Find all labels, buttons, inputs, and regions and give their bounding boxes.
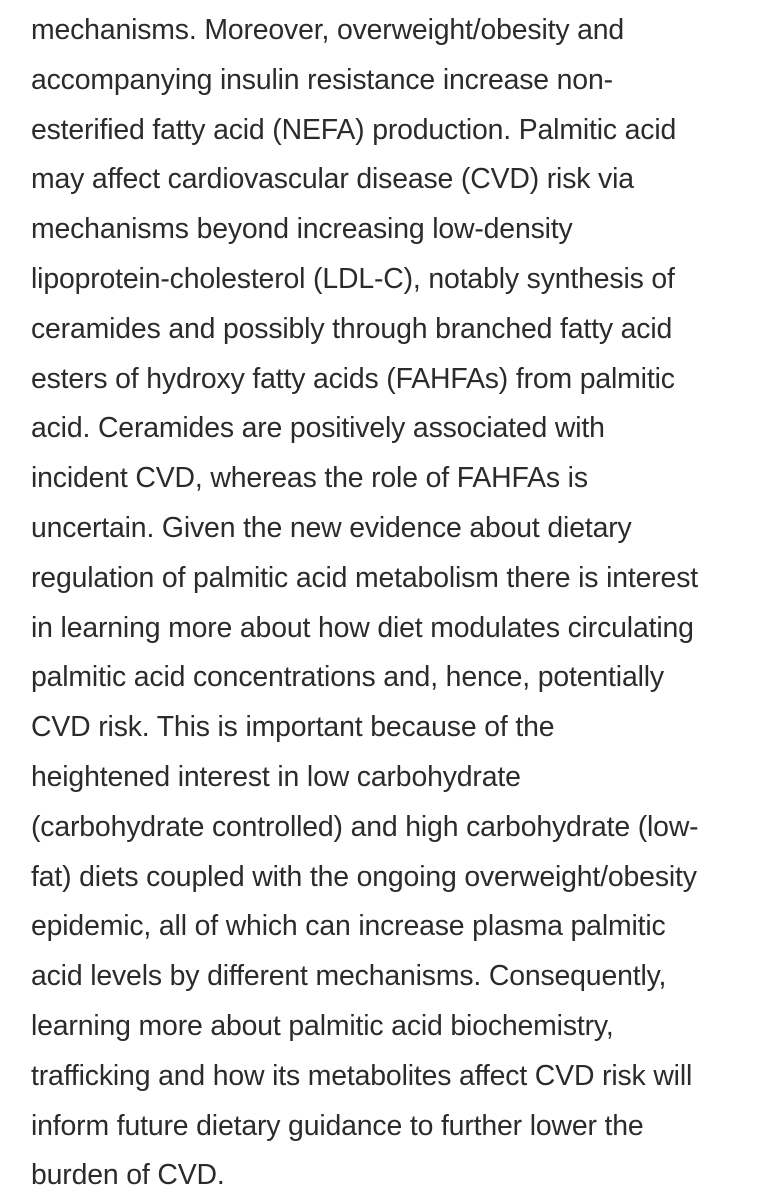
text-line: trafficking and how its metabolites affect CVD risk will <box>31 1059 693 1092</box>
text-line: acid. Ceramides are positively associated with <box>31 412 605 445</box>
text-line: esters of hydroxy fatty acids (FAHFAs) from palmitic <box>31 362 675 395</box>
text-line: (carbohydrate controlled) and high carbohydrate (low- <box>31 810 699 843</box>
text-line: heightened interest in low carbohydrate <box>31 760 521 793</box>
text-line: epidemic, all of which can increase plasma palmitic <box>31 910 666 943</box>
text-line: may affect cardiovascular disease (CVD) risk via <box>31 163 634 196</box>
text-line: CVD risk. This is important because of the <box>31 711 555 744</box>
text-line: acid levels by different mechanisms. Consequently, <box>31 960 667 993</box>
text-line: regulation of palmitic acid metabolism there is interest <box>31 561 698 594</box>
text-line: in learning more about how diet modulates circulating <box>31 611 694 644</box>
text-line: accompanying insulin resistance increase non- <box>31 63 613 96</box>
text-line: learning more about palmitic acid biochemistry, <box>31 1009 614 1042</box>
text-line: incident CVD, whereas the role of FAHFAs is <box>31 462 588 495</box>
text-line: uncertain. Given the new evidence about dietary <box>31 511 632 544</box>
text-line: mechanisms. Moreover, overweight/obesity and <box>31 14 625 46</box>
text-line: ceramides and possibly through branched fatty acid <box>31 312 673 345</box>
text-line: fat) diets coupled with the ongoing overweight/obesity <box>31 860 697 893</box>
text-line: inform future dietary guidance to further lower the <box>31 1109 644 1142</box>
text-line: lipoprotein-cholesterol (LDL-C), notably synthesis of <box>31 262 675 295</box>
text-line: mechanisms beyond increasing low-density <box>31 213 573 246</box>
text-line: palmitic acid concentrations and, hence, potentially <box>31 661 664 694</box>
article-paragraph <box>31 6 751 1201</box>
text-line: burden of CVD. <box>31 1159 225 1192</box>
text-line: esterified fatty acid (NEFA) production. Palmitic acid <box>31 113 677 146</box>
